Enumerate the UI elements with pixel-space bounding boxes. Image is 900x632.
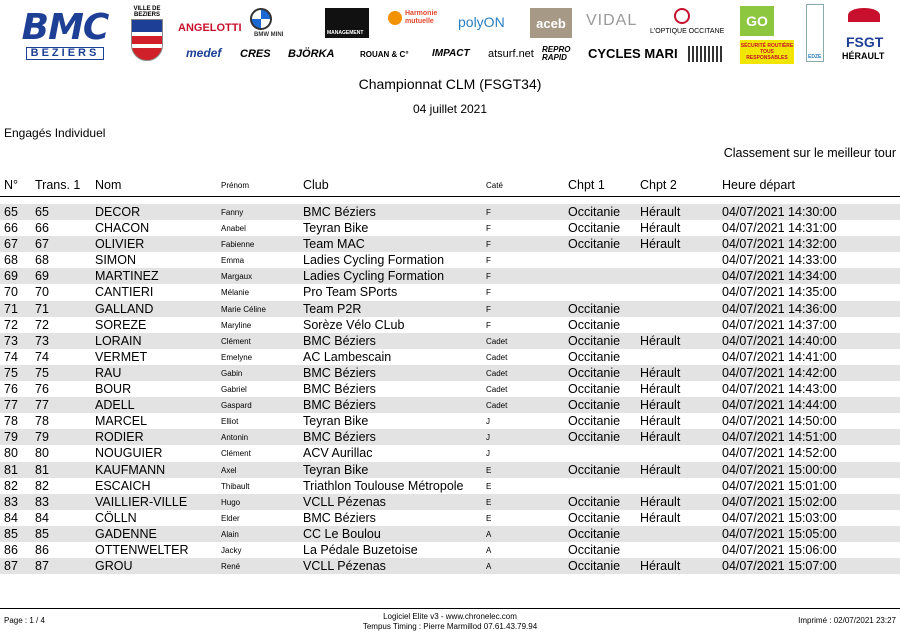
cell-nom: DECOR [95, 205, 141, 219]
cell-club: VCLL Pézenas [303, 559, 386, 574]
header-divider [0, 196, 900, 197]
cell-club: Ladies Cycling Formation [303, 269, 445, 284]
cell-trans: 73 [35, 333, 49, 348]
cell-categorie: Cadet [486, 368, 508, 378]
col-prenom: Prénom [221, 181, 250, 190]
list-subtitle: Engagés Individuel [4, 126, 106, 140]
cell-chpt1: Occitanie [568, 317, 621, 332]
cell-heure-depart: 04/07/2021 14:31:00 [722, 221, 837, 236]
cell-club: BMC Béziers [303, 510, 376, 525]
cell-club: AC Lambescain [303, 349, 392, 364]
cell-heure-depart: 04/07/2021 15:01:00 [722, 478, 837, 493]
fsgt-figure-icon [848, 8, 880, 22]
cell-heure-depart: 04/07/2021 14:52:00 [722, 446, 837, 461]
vidal-logo: VIDAL [586, 12, 638, 29]
cell-club: ACV Aurillac [303, 446, 373, 461]
go-logo-box [740, 6, 774, 36]
cell-heure-depart: 04/07/2021 15:03:00 [722, 510, 837, 525]
table-row [0, 333, 900, 349]
cell-nom: CÖLLN [95, 510, 137, 525]
cell-trans: 72 [35, 317, 49, 332]
cell-number: 68 [4, 253, 18, 268]
cell-heure-depart: 04/07/2021 15:06:00 [722, 542, 837, 557]
cell-heure-depart: 04/07/2021 14:36:00 [722, 301, 837, 316]
cell-number: 78 [4, 414, 18, 429]
cell-chpt1: Occitanie [568, 526, 621, 541]
cell-trans: 74 [35, 349, 49, 364]
col-chpt2: Chpt 2 [640, 178, 677, 192]
cell-heure-depart: 04/07/2021 14:33:00 [722, 253, 837, 268]
col-categorie: Caté [486, 181, 503, 190]
cell-number: 85 [4, 526, 18, 541]
cell-categorie: F [486, 272, 491, 282]
cell-nom: CHACON [95, 221, 150, 236]
cell-chpt2: Hérault [640, 205, 681, 219]
cell-trans: 82 [35, 478, 49, 493]
cell-prenom: Mélanie [221, 288, 250, 298]
cell-chpt1: Occitanie [568, 494, 621, 509]
cell-chpt2: Hérault [640, 414, 681, 429]
cell-prenom: Hugo [221, 497, 241, 507]
cell-prenom: Clément [221, 336, 251, 346]
cell-chpt2: Hérault [640, 382, 681, 397]
table-row [0, 526, 900, 542]
cell-club: BMC Béziers [303, 382, 376, 397]
cell-categorie: F [486, 240, 491, 250]
harmonie-logo: Harmonie mutuelle [405, 10, 438, 25]
cell-categorie: Cadet [486, 401, 508, 411]
cell-categorie: Cadet [486, 385, 508, 395]
table-row [0, 510, 900, 526]
cell-prenom: Axel [221, 465, 237, 475]
cell-club: Teyran Bike [303, 414, 369, 429]
bjorka-logo: BJÖRKA [288, 48, 335, 60]
cell-chpt1: Occitanie [568, 221, 621, 236]
cell-categorie: E [486, 481, 492, 491]
table-row [0, 542, 900, 558]
cell-categorie: J [486, 449, 490, 459]
cell-club: Teyran Bike [303, 221, 369, 236]
cell-club: BMC Béziers [303, 205, 376, 219]
table-row [0, 284, 900, 300]
bmw-mini-logo: BMW MINI [254, 32, 284, 38]
cell-chpt2: Hérault [640, 494, 681, 509]
cell-prenom: René [221, 562, 241, 572]
repro-rapid-logo: REPRO RAPID [542, 45, 571, 62]
cell-number: 82 [4, 478, 18, 493]
cell-number: 66 [4, 221, 18, 236]
cell-trans: 68 [35, 253, 49, 268]
management-logo: MANAGEMENT [327, 30, 364, 36]
cell-categorie: A [486, 562, 492, 572]
table-row [0, 301, 900, 317]
go-logo: GO [746, 13, 768, 29]
table-row [0, 220, 900, 236]
cell-club: Team MAC [303, 237, 365, 252]
cell-number: 81 [4, 462, 18, 477]
cell-nom: VAILLIER-VILLE [95, 494, 188, 509]
cell-number: 74 [4, 349, 18, 364]
cell-number: 73 [4, 333, 18, 348]
cell-prenom: Maryline [221, 320, 252, 330]
cell-heure-depart: 04/07/2021 14:32:00 [722, 237, 837, 252]
cell-nom: GALLAND [95, 301, 154, 316]
table-row [0, 252, 900, 268]
sponsor-banner [0, 0, 900, 70]
cell-prenom: Margaux [221, 272, 253, 282]
cell-prenom: Gaspard [221, 401, 252, 411]
cell-trans: 65 [35, 205, 49, 219]
cell-chpt1: Occitanie [568, 430, 621, 445]
cell-nom: ADELL [95, 398, 135, 413]
cell-categorie: J [486, 417, 490, 427]
bmw-icon [250, 8, 272, 30]
cell-number: 70 [4, 285, 18, 300]
beziers-logo-text: BEZIERS [26, 47, 105, 60]
col-number: N° [4, 178, 19, 192]
shield-icon [131, 19, 163, 61]
aceb-logo: aceb [536, 15, 566, 31]
cell-heure-depart: 04/07/2021 14:44:00 [722, 398, 837, 413]
cell-chpt1: Occitanie [568, 559, 621, 574]
medef-logo: medef [186, 46, 222, 60]
table-header [0, 176, 900, 194]
cell-chpt2: Hérault [640, 398, 681, 413]
cres-logo: CRES [240, 48, 271, 60]
impact-logo: IMPACT [432, 48, 470, 59]
management-logo-box [325, 8, 369, 38]
page-number: Page : 1 / 4 [4, 616, 45, 625]
harmonie-icon [388, 11, 402, 25]
cell-chpt2: Hérault [640, 333, 681, 348]
cell-categorie: E [486, 497, 492, 507]
cell-club: BMC Béziers [303, 398, 376, 413]
securite-logo-box [740, 40, 794, 64]
cell-prenom: Antonin [221, 433, 249, 443]
classement-note: Classement sur le meilleur tour [723, 146, 896, 160]
cell-nom: SOREZE [95, 317, 147, 332]
cell-club: BMC Béziers [303, 333, 376, 348]
cell-club: Ladies Cycling Formation [303, 253, 445, 268]
col-nom: Nom [95, 178, 122, 192]
cell-prenom: Emelyne [221, 352, 253, 362]
cell-heure-depart: 04/07/2021 14:41:00 [722, 349, 837, 364]
herault-logo: HÉRAULT [842, 51, 885, 61]
rouan-logo: ROUAN & C° [360, 50, 409, 59]
event-date: 04 juillet 2021 [412, 102, 488, 116]
angelotti-logo: ANGELOTTI [178, 22, 242, 34]
cell-trans: 71 [35, 301, 49, 316]
cell-trans: 85 [35, 526, 49, 541]
cell-heure-depart: 04/07/2021 15:02:00 [722, 494, 837, 509]
cell-chpt1: Occitanie [568, 414, 621, 429]
cell-nom: KAUFMANN [95, 462, 166, 477]
cell-chpt1: Occitanie [568, 349, 621, 364]
cell-number: 72 [4, 317, 18, 332]
cell-chpt1: Occitanie [568, 237, 621, 252]
cell-trans: 79 [35, 430, 49, 445]
cell-nom: RAU [95, 365, 122, 380]
fsgt-logo-box [838, 8, 890, 36]
cell-nom: NOUGUIER [95, 446, 163, 461]
cell-nom: CANTIERI [95, 285, 154, 300]
cell-heure-depart: 04/07/2021 15:00:00 [722, 462, 837, 477]
cell-number: 86 [4, 542, 18, 557]
cell-prenom: Thibault [221, 481, 250, 491]
cell-categorie: E [486, 465, 492, 475]
cell-chpt1: Occitanie [568, 382, 621, 397]
cell-nom: GADENNE [95, 526, 157, 541]
cell-categorie: A [486, 529, 492, 539]
cell-nom: LORAIN [95, 333, 142, 348]
cell-categorie: F [486, 208, 491, 217]
cell-chpt2: Hérault [640, 559, 681, 574]
footer-divider [0, 608, 900, 609]
cell-nom: OTTENWELTER [95, 542, 189, 557]
cell-prenom: Jacky [221, 545, 242, 555]
cell-heure-depart: 04/07/2021 14:50:00 [722, 414, 837, 429]
cell-number: 76 [4, 382, 18, 397]
cell-trans: 66 [35, 221, 49, 236]
col-club: Club [303, 178, 329, 192]
fsgt-logo: FSGT [846, 34, 884, 50]
cell-trans: 67 [35, 237, 49, 252]
cell-categorie: J [486, 433, 490, 443]
cell-trans: 86 [35, 542, 49, 557]
cell-chpt1: Occitanie [568, 301, 621, 316]
optique-icon [674, 8, 690, 24]
table-row [0, 365, 900, 381]
cell-nom: BOUR [95, 382, 132, 397]
aceb-logo-box [530, 8, 572, 38]
cell-number: 83 [4, 494, 18, 509]
timing-credit: Tempus Timing : Pierre Marmillod 07.61.43.79.94 [362, 622, 538, 631]
cell-club: Triathlon Toulouse Métropole [303, 478, 464, 493]
cell-number: 67 [4, 237, 18, 252]
cell-club: CC Le Boulou [303, 526, 381, 541]
entries-table [0, 204, 900, 574]
footer-credits [0, 612, 900, 632]
cell-prenom: Marie Céline [221, 304, 266, 314]
cell-chpt1: Occitanie [568, 510, 621, 525]
federation-logo [688, 46, 724, 62]
cell-club: La Pédale Buzetoise [303, 542, 418, 557]
cell-trans: 77 [35, 398, 49, 413]
cell-trans: 76 [35, 382, 49, 397]
cell-chpt1: Occitanie [568, 462, 621, 477]
cell-categorie: F [486, 288, 491, 298]
cell-prenom: Emma [221, 256, 245, 266]
cell-prenom: Alain [221, 529, 239, 539]
cell-club: VCLL Pézenas [303, 494, 386, 509]
cell-number: 84 [4, 510, 18, 525]
edze-logo: EDZE [808, 54, 822, 60]
cell-heure-depart: 04/07/2021 14:51:00 [722, 430, 837, 445]
cell-club: Sorèze Vélo CLub [303, 317, 405, 332]
ville-beziers-crest [128, 6, 166, 62]
col-heure-depart: Heure départ [722, 178, 795, 192]
table-row [0, 268, 900, 284]
cell-nom: RODIER [95, 430, 144, 445]
bmc-beziers-logo [14, 8, 116, 62]
cell-nom: VERMET [95, 349, 148, 364]
cell-trans: 83 [35, 494, 49, 509]
cell-chpt2: Hérault [640, 237, 681, 252]
cell-nom: OLIVIER [95, 237, 145, 252]
table-row [0, 397, 900, 413]
cell-chpt2: Hérault [640, 430, 681, 445]
cell-chpt2: Hérault [640, 365, 681, 380]
table-row [0, 478, 900, 494]
cell-heure-depart: 04/07/2021 14:37:00 [722, 317, 837, 332]
table-row [0, 494, 900, 510]
table-row [0, 429, 900, 445]
cell-trans: 87 [35, 559, 49, 574]
cell-heure-depart: 04/07/2021 14:42:00 [722, 365, 837, 380]
cell-number: 71 [4, 301, 18, 316]
cell-club: Teyran Bike [303, 462, 369, 477]
cell-prenom: Elliot [221, 417, 239, 427]
cell-chpt1: Occitanie [568, 542, 621, 557]
software-credit: Logiciel Elite v3 - www.chronelec.com [383, 612, 517, 621]
cell-nom: ESCAICH [95, 478, 151, 493]
cell-heure-depart: 04/07/2021 14:34:00 [722, 269, 837, 284]
cell-prenom: Gabin [221, 368, 243, 378]
cell-number: 80 [4, 446, 18, 461]
atsurf-logo: atsurf.net [488, 48, 534, 60]
cell-club: BMC Béziers [303, 365, 376, 380]
cell-number: 75 [4, 365, 18, 380]
cell-nom: GROU [95, 559, 133, 574]
table-row [0, 236, 900, 252]
table-row [0, 381, 900, 397]
cell-prenom: Gabriel [221, 385, 247, 395]
cell-categorie: F [486, 256, 491, 266]
cell-number: 65 [4, 205, 18, 219]
cell-chpt1: Occitanie [568, 333, 621, 348]
cell-trans: 81 [35, 462, 49, 477]
table-row [0, 413, 900, 429]
cell-chpt1: Occitanie [568, 398, 621, 413]
edze-logo-box [806, 4, 824, 62]
securite-routiere-logo: SÉCURITÉ ROUTIÈRE TOUS RESPONSABLES [740, 43, 794, 61]
cell-prenom: Elder [221, 513, 240, 523]
bmc-logo-text: BMC [21, 8, 109, 48]
cell-club: BMC Béziers [303, 430, 376, 445]
cell-trans: 84 [35, 510, 49, 525]
optique-logo: L'OPTIQUE OCCITANE [650, 28, 725, 35]
cell-trans: 80 [35, 446, 49, 461]
cell-trans: 69 [35, 269, 49, 284]
cell-trans: 70 [35, 285, 49, 300]
cell-prenom: Fanny [221, 208, 244, 217]
cell-trans: 78 [35, 414, 49, 429]
table-row [0, 558, 900, 574]
cell-prenom: Clément [221, 449, 251, 459]
table-row [0, 204, 900, 220]
cell-heure-depart: 04/07/2021 15:07:00 [722, 559, 837, 574]
cell-heure-depart: 04/07/2021 14:40:00 [722, 333, 837, 348]
cell-heure-depart: 04/07/2021 14:35:00 [722, 285, 837, 300]
cell-trans: 75 [35, 365, 49, 380]
page-title: Championnat CLM (FSGT34) [358, 76, 542, 92]
table-row [0, 317, 900, 333]
col-chpt1: Chpt 1 [568, 178, 605, 192]
cell-number: 79 [4, 430, 18, 445]
cell-categorie: E [486, 513, 492, 523]
cell-heure-depart: 04/07/2021 14:30:00 [722, 205, 837, 219]
cell-chpt2: Hérault [640, 221, 681, 236]
polyon-logo: polyON [458, 14, 505, 30]
cell-prenom: Fabienne [221, 240, 255, 250]
cell-chpt2: Hérault [640, 462, 681, 477]
cell-categorie: F [486, 304, 491, 314]
col-trans: Trans. 1 [35, 178, 81, 192]
cell-nom: MARTINEZ [95, 269, 159, 284]
crest-title: VILLE DE BEZIERS [133, 6, 161, 18]
cell-prenom: Anabel [221, 224, 246, 234]
cell-heure-depart: 04/07/2021 14:43:00 [722, 382, 837, 397]
cell-club: Pro Team SPorts [303, 285, 398, 300]
cell-categorie: A [486, 545, 492, 555]
cell-categorie: Cadet [486, 352, 508, 362]
cell-club: Team P2R [303, 301, 362, 316]
table-row [0, 445, 900, 461]
cell-categorie: F [486, 224, 491, 234]
cell-chpt1: Occitanie [568, 205, 621, 219]
cell-categorie: F [486, 320, 491, 330]
cell-chpt1: Occitanie [568, 365, 621, 380]
cell-number: 87 [4, 559, 18, 574]
cell-nom: MARCEL [95, 414, 148, 429]
cell-chpt2: Hérault [640, 510, 681, 525]
cycles-mari-logo: CYCLES MARI [588, 46, 678, 61]
print-timestamp: Imprimé : 02/07/2021 23:27 [798, 616, 896, 625]
table-row [0, 349, 900, 365]
cell-categorie: Cadet [486, 336, 508, 346]
table-row [0, 462, 900, 478]
cell-number: 69 [4, 269, 18, 284]
cell-nom: SIMON [95, 253, 136, 268]
cell-number: 77 [4, 398, 18, 413]
cell-heure-depart: 04/07/2021 15:05:00 [722, 526, 837, 541]
